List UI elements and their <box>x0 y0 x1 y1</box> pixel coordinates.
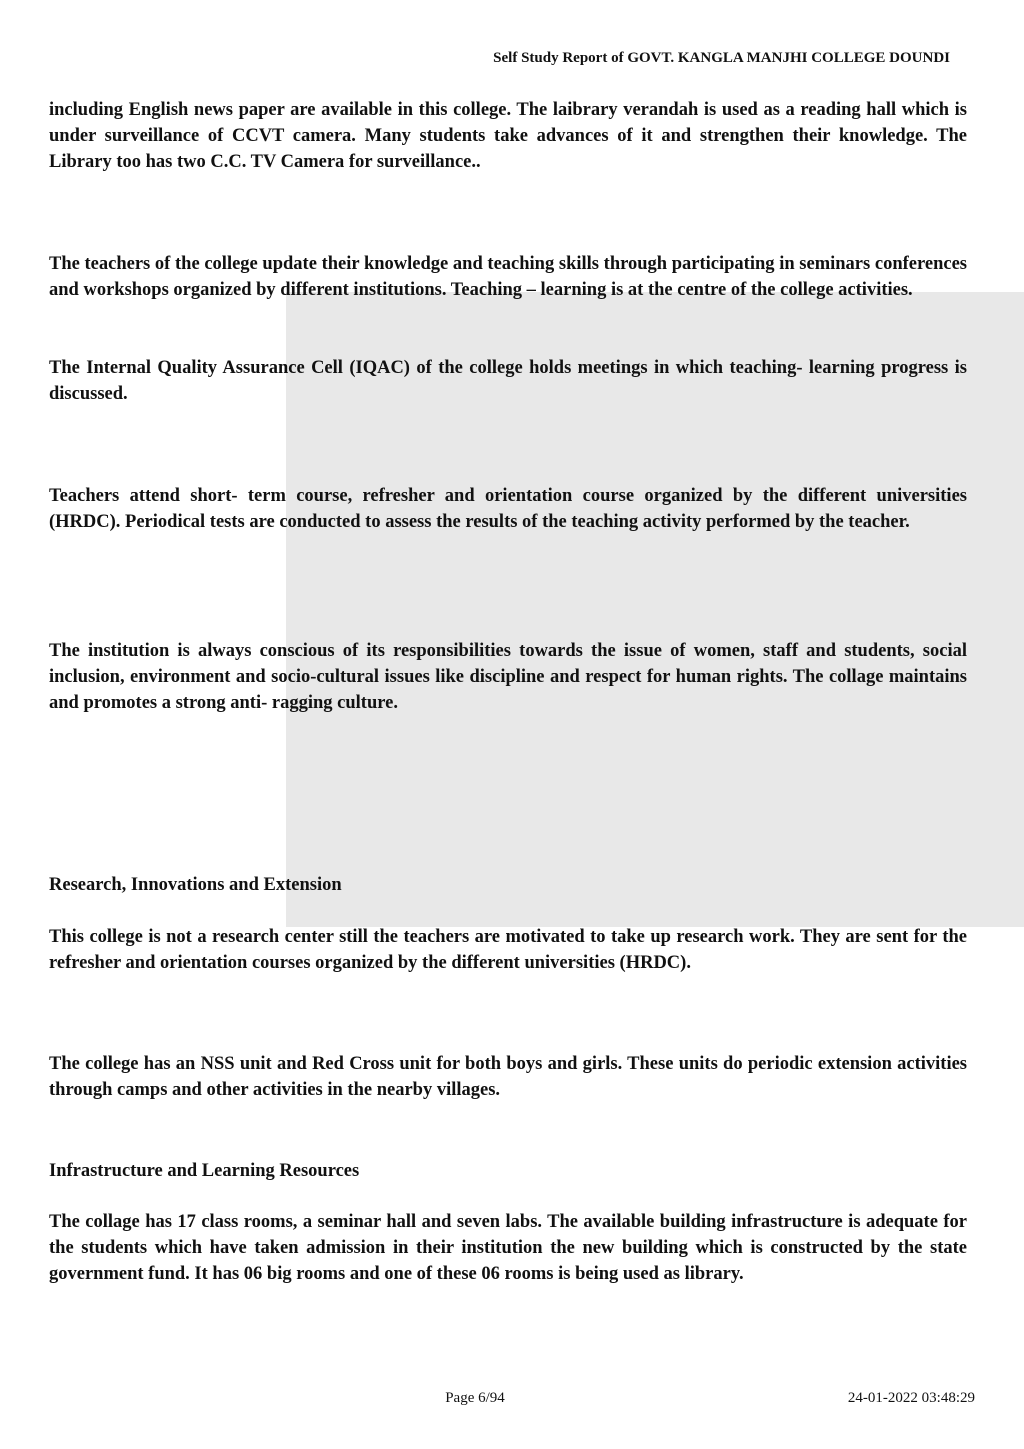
teachers-courses-paragraph: Teachers attend short- term course, refresher and orientation course organized by the different universities (HRDC). Periodical tests are conducted to assess the results of the teaching activity performed by the teacher. <box>49 486 967 532</box>
institution-paragraph: The institution is always conscious of its responsibilities towards the issue of women, staff and students, social inclusion, environment and socio-cultural issues like discipline and respect for human rights. The collage maintains and promotes a strong anti- ragging culture. <box>49 641 967 713</box>
research-heading: Research, Innovations and Extension <box>49 875 342 895</box>
footer-timestamp: 24-01-2022 03:48:29 <box>847 1390 975 1406</box>
iqac-paragraph: The Internal Quality Assurance Cell (IQAC) of the college holds meetings in which teaching- learning progress is discussed. <box>49 358 967 404</box>
teachers-paragraph: The teachers of the college update their knowledge and teaching skills through participating in seminars conferences and workshops organized by different institutions. Teaching – learning is at the centre of the college activities. <box>49 254 967 300</box>
report-header: Self Study Report of GOVT. KANGLA MANJHI COLLEGE DOUNDI <box>493 50 950 66</box>
extension-paragraph: The college has an NSS unit and Red Cross unit for both boys and girls. These units do periodic extension activities through camps and other activities in the nearby villages. <box>49 1054 967 1100</box>
infrastructure-paragraph: The collage has 17 class rooms, a seminar hall and seven labs. The available building infrastructure is adequate for the students which have taken admission in their institution the new building which is constructed by the state government fund. It has 06 big rooms and one of these 06 rooms is being used as library. <box>49 1212 967 1284</box>
research-paragraph: This college is not a research center still the teachers are motivated to take up research work. They are sent for the refresher and orientation courses organized by the different universities (HRDC). <box>49 927 967 973</box>
infrastructure-heading: Infrastructure and Learning Resources <box>49 1161 360 1181</box>
page-number: Page 6/94 <box>445 1390 505 1406</box>
library-paragraph: including English news paper are available in this college. The laibrary verandah is used as a reading hall which is under surveillance of CCVT camera. Many students take advances of it and strengthen their knowledge. The Library too has two C.C. TV Camera for surveillance.. <box>49 100 967 172</box>
